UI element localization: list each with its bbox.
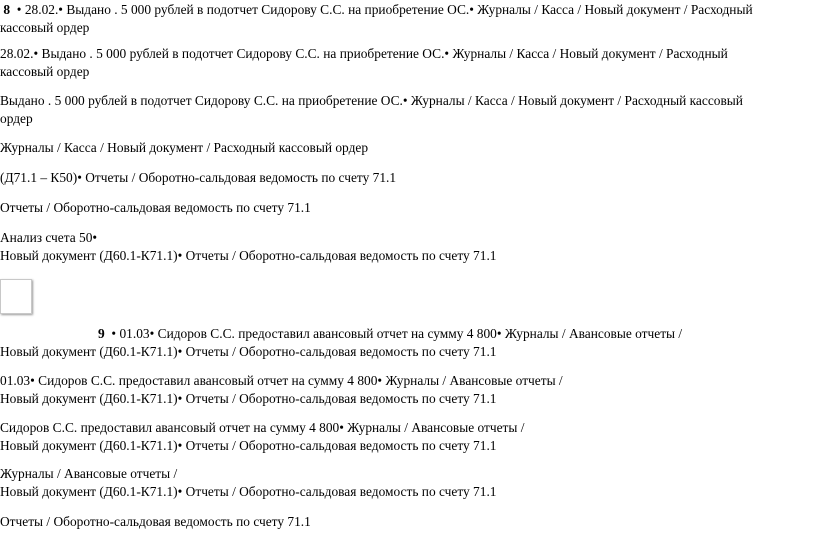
slide9-block4-line1: Журналы / Авансовые отчеты / bbox=[0, 466, 178, 481]
slide9-block3 bbox=[0, 419, 812, 455]
slide8-block1-text: 28.02.• Выдано . 5 000 рублей в подотчет Сидорову С.С. на приобретение ОС.• Журналы / Касса / Новый документ / Расходный bbox=[24, 2, 753, 17]
bullet-icon: • bbox=[111, 326, 117, 341]
slide8-block7 bbox=[0, 229, 812, 265]
slide8-block3-line1: Выдано . 5 000 рублей в подотчет Сидорову С.С. на приобретение ОС.• Журналы / Касса / Новый документ / Расходный кассовый bbox=[0, 93, 743, 108]
slide9-block3-line2: Новый документ (Д60.1-К71.1)• Отчеты / Оборотно-сальдовая ведомость по счету 71.1 bbox=[0, 438, 497, 453]
slide9-block2-line2: Новый документ (Д60.1-К71.1)• Отчеты / Оборотно-сальдовая ведомость по счету 71.1 bbox=[0, 391, 497, 406]
slide8-block5-line1: (Д71.1 – К50)• Отчеты / Оборотно-сальдовая ведомость по счету 71.1 bbox=[0, 170, 397, 185]
slide8-block3-line2: ордер bbox=[0, 111, 33, 126]
slide8-block4 bbox=[0, 139, 812, 157]
slide9-block1-line2: Новый документ (Д60.1-К71.1)• Отчеты / Оборотно-сальдовая ведомость по счету 71.1 bbox=[0, 344, 497, 359]
slide9-block1-text: 01.03• Сидоров С.С. предоставил авансовый отчет на сумму 4 800• Журналы / Авансовые отчеты / bbox=[119, 326, 683, 341]
slide8-block6-line1: Отчеты / Оборотно-сальдовая ведомость по счету 71.1 bbox=[0, 200, 311, 215]
empty-frame bbox=[0, 279, 32, 314]
slide8-block1-line1 bbox=[0, 1, 812, 19]
slide8-block7-line2: Новый документ (Д60.1-К71.1)• Отчеты / Оборотно-сальдовая ведомость по счету 71.1 bbox=[0, 248, 497, 263]
slide8-block2-line1: 28.02.• Выдано . 5 000 рублей в подотчет Сидорову С.С. на приобретение ОС.• Журналы / Касса / Новый документ / Расходный bbox=[0, 46, 728, 61]
slide9-block4-line2: Новый документ (Д60.1-К71.1)• Отчеты / Оборотно-сальдовая ведомость по счету 71.1 bbox=[0, 484, 497, 499]
slide9-block4 bbox=[0, 465, 812, 501]
slide-number-9: 9 bbox=[98, 326, 105, 341]
slide8-block2-line2: кассовый ордер bbox=[0, 64, 90, 79]
slide8-block5 bbox=[0, 169, 812, 187]
slide8-block4-line1: Журналы / Касса / Новый документ / Расходный кассовый ордер bbox=[0, 140, 369, 155]
slide9-block2 bbox=[0, 372, 812, 408]
slide8-block3 bbox=[0, 92, 812, 128]
slide8-block7-line1: Анализ счета 50• bbox=[0, 230, 98, 245]
slide9-block5-line1: Отчеты / Оборотно-сальдовая ведомость по счету 71.1 bbox=[0, 514, 311, 529]
slide-number-8: 8 bbox=[3, 2, 11, 17]
slide9-block1-line1 bbox=[0, 325, 812, 343]
bullet-icon: • bbox=[16, 2, 22, 17]
slide9-block2-line1: 01.03• Сидоров С.С. предоставил авансовый отчет на сумму 4 800• Журналы / Авансовые отчеты / bbox=[0, 373, 563, 388]
slide9-block1 bbox=[0, 325, 812, 361]
slide8-block1-line2: кассовый ордер bbox=[0, 20, 90, 35]
slide8-block6 bbox=[0, 199, 812, 217]
slide8-block1 bbox=[0, 1, 812, 37]
slide9-block3-line1: Сидоров С.С. предоставил авансовый отчет на сумму 4 800• Журналы / Авансовые отчеты / bbox=[0, 420, 525, 435]
slide8-block2 bbox=[0, 45, 812, 81]
slide9-block5 bbox=[0, 513, 812, 531]
